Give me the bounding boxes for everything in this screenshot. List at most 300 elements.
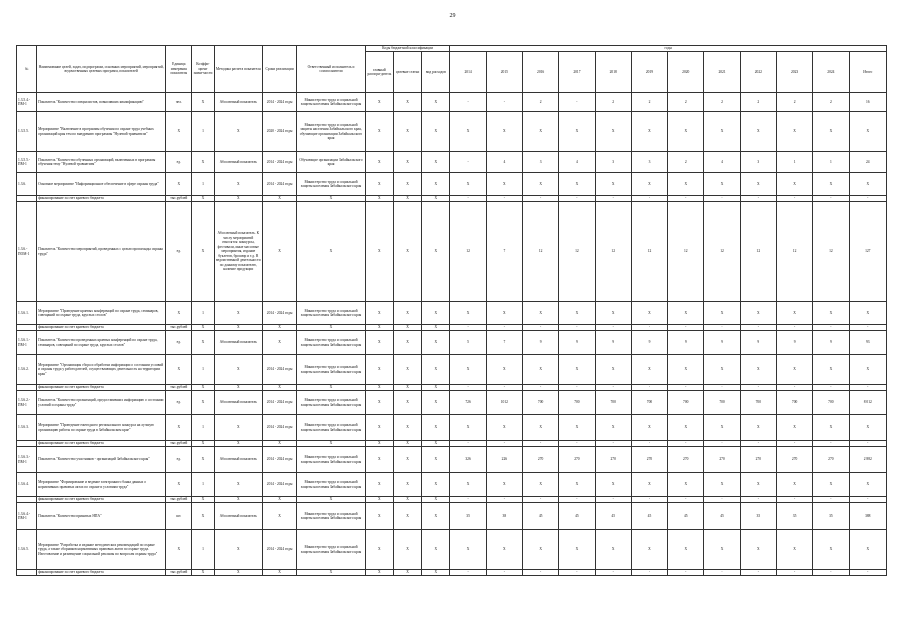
header-year: 2018 [595,52,631,93]
indicator-table [16,45,887,576]
cell-year-value: - [740,441,776,447]
cell-budget-main: Х [365,385,393,391]
cell-name: Показатель "Количество обученных организаций, включенных в программы обучения тему "Нулевой травматизм" [37,152,166,173]
cell-budget-type: Х [422,441,450,447]
cell-year-value: 93 [849,331,886,355]
cell-year-value: 12 [595,202,631,302]
cell-budget-article: Х [393,473,421,497]
cell-year-value: - [450,570,486,576]
cell-year-value: - [849,497,886,503]
header-year: 2015 [486,52,522,93]
cell-name: финансирование за счет краевого бюджета [37,196,166,202]
cell-name: Показатель "Количество организаций, предоставивших информацию о состоянии условий и охраны труда" [37,391,166,415]
cell-budget-article: Х [393,570,421,576]
cell-year-value: - [704,325,740,331]
cell-resp: Министерство труда и социальной защиты населения Забайкальского края [297,302,366,325]
cell-year-value: Х [740,302,776,325]
cell-year-value: Х [740,112,776,152]
cell-year-value: Х [631,415,667,441]
cell-year-value: Х [559,415,595,441]
cell-year-value: - [668,497,704,503]
header-year: 2021 [704,52,740,93]
cell-unit: тыс.рублей [166,497,192,503]
table-row [17,391,887,415]
cell-term: Х [262,325,296,331]
cell-year-value: - [849,196,886,202]
cell-term: 2014 - 2024 годы [262,173,296,196]
cell-year-value: Х [776,302,812,325]
cell-year-value: 270 [631,447,667,473]
cell-year-value: - [486,385,522,391]
cell-method: Х [214,302,262,325]
cell-budget-type: Х [422,473,450,497]
cell-year-value: - [849,385,886,391]
cell-resp: Министерство труда и социальной защиты населения Забайкальского края [297,415,366,441]
cell-year-value: - [740,196,776,202]
cell-name: Показатель "Количество участников - организаций Забайкальского края" [37,447,166,473]
cell-year-value: 700 [522,391,558,415]
cell-method: Х [214,112,262,152]
cell-year-value: 270 [559,447,595,473]
cell-year-value: - [559,385,595,391]
cell-budget-type: Х [422,302,450,325]
cell-method: Х [214,355,262,385]
cell-year-value: 9 [631,331,667,355]
cell-year-value: - [849,325,886,331]
cell-year-value: Х [631,473,667,497]
table-header [17,46,887,93]
cell-unit: ед. [166,202,192,302]
cell-year-value: - [776,497,812,503]
cell-resp: Х [297,196,366,202]
cell-year-value: - [450,152,486,173]
cell-year-value: - [522,325,558,331]
cell-year-value: - [776,385,812,391]
cell-year-value: - [450,196,486,202]
header-budget-col: целевые статьи [393,52,421,93]
cell-budget-main: Х [365,447,393,473]
cell-method: Абсолютный показатель [214,391,262,415]
cell-budget-article: Х [393,385,421,391]
cell-year-value: Х [813,355,849,385]
cell-year-value: Х [704,355,740,385]
cell-budget-article: Х [393,173,421,196]
cell-year-value: Х [595,415,631,441]
cell-year-value: Х [559,173,595,196]
cell-year-value: 38 [486,503,522,530]
cell-year-value: 3 [631,152,667,173]
cell-year-value: Х [813,112,849,152]
cell-unit: ед. [166,391,192,415]
cell-year-value: Х [631,173,667,196]
cell-year-value: 700 [813,391,849,415]
cell-name: финансирование за счет краевого бюджета [37,570,166,576]
cell-budget-main: Х [365,331,393,355]
cell-coef: 1 [192,173,214,196]
cell-year-value: 16 [849,93,886,112]
cell-year-value: - [595,441,631,447]
cell-year-value: Х [668,355,704,385]
cell-term: 2014 - 2024 годы [262,93,296,112]
cell-term: Х [262,503,296,530]
cell-year-value: 700 [704,391,740,415]
cell-year-value: 270 [776,447,812,473]
cell-name: Показатель "Количество мероприятий, проведенных с целью пропаганды охраны труда" [37,202,166,302]
cell-method: Х [214,570,262,576]
cell-year-value: - [559,325,595,331]
cell-year-value: Х [595,302,631,325]
cell-year-value: 4 [704,152,740,173]
cell-year-value: Х [813,473,849,497]
cell-unit: Х [166,415,192,441]
cell-term: Х [262,497,296,503]
cell-method: Х [214,473,262,497]
cell-coef: Х [192,325,214,331]
cell-year-value: - [486,325,522,331]
cell-term: Х [262,331,296,355]
cell-year-value: Х [486,173,522,196]
cell-year-value: Х [450,530,486,570]
cell-resp: Министерство труда и социальной защиты населения Забайкальского края [297,355,366,385]
cell-year-value: - [704,385,740,391]
cell-year-value: 270 [522,447,558,473]
cell-year-value: - [559,93,595,112]
cell-resp: Министерство труда и социальной защиты населения Забайкальского края [297,331,366,355]
cell-budget-article: Х [393,152,421,173]
cell-term: 2014 - 2024 годы [262,447,296,473]
cell-year-value: Х [668,473,704,497]
cell-num: 1.3.5.4.-ПМ-1 [17,93,37,112]
cell-year-value: Х [849,302,886,325]
cell-num: 1.3.6.2. [17,355,37,385]
cell-budget-main: Х [365,391,393,415]
cell-method: Абсолютный показатель [214,503,262,530]
cell-year-value: 12 [776,202,812,302]
cell-year-value: Х [559,355,595,385]
cell-year-value: 1 [776,152,812,173]
cell-num: 1.3.6.2.-ПМ-1 [17,391,37,415]
cell-budget-article: Х [393,196,421,202]
cell-year-value: 12 [740,202,776,302]
cell-year-value: - [740,325,776,331]
cell-year-value: 4 [559,152,595,173]
cell-coef: Х [192,503,214,530]
cell-year-value: - [595,196,631,202]
cell-year-value: - [668,196,704,202]
cell-year-value: Х [450,173,486,196]
header-year: 2020 [668,52,704,93]
cell-year-value: 9 [559,331,595,355]
cell-year-value: - [776,570,812,576]
cell-method: Х [214,441,262,447]
cell-unit: Х [166,355,192,385]
cell-name: финансирование за счет краевого бюджета [37,441,166,447]
cell-year-value: 3 [740,152,776,173]
cell-year-value: 2 [813,93,849,112]
cell-year-value: - [522,441,558,447]
cell-year-value: 3 [595,152,631,173]
cell-resp: Министерство труда и социальной защиты населения Забайкальского края [297,93,366,112]
cell-coef: Х [192,441,214,447]
cell-term: Х [262,202,296,302]
cell-year-value: 388 [849,503,886,530]
header-year: 2014 [450,52,486,93]
cell-year-value: - [450,93,486,112]
table-row [17,173,887,196]
header-year: 2022 [740,52,776,93]
cell-term: 2014 - 2024 годы [262,152,296,173]
cell-name: Мероприятие "Проведение краевых конференций по охране труда, семинаров, совещаний по охране труда, круглых столов" [37,302,166,325]
cell-coef: Х [192,331,214,355]
cell-year-value: Х [849,473,886,497]
cell-year-value: Х [776,530,812,570]
cell-resp: Министерство труда и социальной защиты населения Забайкальского края [297,391,366,415]
cell-resp: Х [297,385,366,391]
cell-budget-type: Х [422,152,450,173]
cell-year-value: 8 012 [849,391,886,415]
cell-term: 2014 - 2024 годы [262,530,296,570]
cell-num: 1.3.6.1. [17,302,37,325]
cell-year-value: - [668,325,704,331]
cell-year-value: Х [450,355,486,385]
cell-year-value: Х [559,112,595,152]
cell-budget-main: Х [365,93,393,112]
cell-year-value: Х [776,173,812,196]
cell-budget-type: Х [422,503,450,530]
cell-year-value: - [522,497,558,503]
table-row [17,302,887,325]
cell-budget-main: Х [365,530,393,570]
table-row [17,152,887,173]
cell-year-value: 12 [559,202,595,302]
cell-budget-article: Х [393,447,421,473]
cell-year-value: Х [849,355,886,385]
cell-year-value: Х [740,530,776,570]
cell-year-value: - [595,385,631,391]
cell-resp: Министерство труда и социальной защиты населения Забайкальского края [297,173,366,196]
header-resp: Ответственный исполнитель и соисполнители [297,46,366,93]
cell-num: 1.3.6.4. [17,473,37,497]
cell-year-value: 35 [450,503,486,530]
cell-year-value: 1012 [486,391,522,415]
cell-year-value: 9 [740,331,776,355]
cell-year-value: Х [704,530,740,570]
cell-unit: тыс.рублей [166,441,192,447]
cell-year-value: Х [486,302,522,325]
cell-method: Абсолютный показатель [214,331,262,355]
cell-year-value: Х [522,473,558,497]
header-budget-col: главный распоря-дитель [365,52,393,93]
cell-budget-type: Х [422,196,450,202]
cell-unit: ед. [166,152,192,173]
cell-budget-type: Х [422,173,450,196]
cell-coef: Х [192,93,214,112]
cell-year-value: - [559,196,595,202]
cell-year-value: Х [486,415,522,441]
cell-year-value: 35 [776,503,812,530]
cell-method: Х [214,325,262,331]
cell-unit: ед. [166,331,192,355]
cell-num: 1.3.6.3. [17,415,37,441]
cell-year-value: Х [813,530,849,570]
cell-year-value: 7 [486,331,522,355]
cell-year-value: - [813,196,849,202]
cell-term: 2014 - 2024 годы [262,355,296,385]
cell-year-value: Х [704,112,740,152]
table-row [17,112,887,152]
cell-year-value: 9 [813,331,849,355]
cell-year-value: - [450,385,486,391]
cell-year-value: 24 [849,152,886,173]
cell-year-value: Х [740,355,776,385]
header-year: 2019 [631,52,667,93]
cell-year-value: 12 [450,202,486,302]
table-row [17,355,887,385]
cell-year-value: Х [522,355,558,385]
cell-unit: Х [166,112,192,152]
cell-year-value: 700 [776,391,812,415]
cell-year-value: - [813,325,849,331]
cell-year-value: Х [668,415,704,441]
cell-year-value: Х [776,415,812,441]
cell-year-value: 9 [776,331,812,355]
cell-budget-article: Х [393,441,421,447]
cell-unit: ед. [166,447,192,473]
cell-budget-main: Х [365,355,393,385]
cell-resp: Х [297,325,366,331]
cell-budget-type: Х [422,112,450,152]
cell-budget-main: Х [365,415,393,441]
cell-method: Х [214,415,262,441]
cell-budget-type: Х [422,570,450,576]
header-year: 2023 [776,52,812,93]
cell-year-value: - [631,196,667,202]
cell-budget-article: Х [393,503,421,530]
cell-num: 1.3.6.3.-ПМ-1 [17,447,37,473]
cell-year-value: - [631,325,667,331]
header-year: 2017 [559,52,595,93]
cell-budget-type: Х [422,447,450,473]
cell-year-value: Х [522,415,558,441]
cell-coef: Х [192,202,214,302]
cell-budget-main: Х [365,497,393,503]
cell-year-value: 45 [522,503,558,530]
cell-term: Х [262,570,296,576]
cell-coef: 1 [192,302,214,325]
header-years-group: годы [450,46,887,52]
cell-year-value: Х [595,473,631,497]
cell-year-value: - [450,497,486,503]
cell-year-value: 270 [595,447,631,473]
cell-unit: тыс.рублей [166,570,192,576]
cell-method: Абсолютный показатель [214,152,262,173]
cell-year-value: 45 [631,503,667,530]
cell-year-value: 127 [849,202,886,302]
cell-term: 2014 - 2024 годы [262,391,296,415]
cell-year-value: Х [813,173,849,196]
cell-year-value: Х [450,302,486,325]
cell-year-value: Х [522,173,558,196]
cell-budget-article: Х [393,415,421,441]
cell-budget-article: Х [393,325,421,331]
header-budget-group: Коды бюджетной классификации [365,46,450,52]
cell-year-value: - [776,196,812,202]
cell-year-value: 3 [522,152,558,173]
cell-coef: 1 [192,530,214,570]
cell-year-value: 270 [740,447,776,473]
cell-year-value: Х [704,415,740,441]
cell-year-value: 700 [740,391,776,415]
cell-year-value: 2 [631,93,667,112]
cell-year-value: - [813,570,849,576]
header-unit: Единица измерения показателя [166,46,192,93]
cell-year-value: Х [486,112,522,152]
cell-unit: шт. [166,503,192,530]
cell-year-value: Х [704,473,740,497]
cell-resp: Х [297,441,366,447]
cell-year-value: 35 [740,503,776,530]
cell-resp: Министерство труда и социальной защиты населения Забайкальского края [297,473,366,497]
cell-budget-main: Х [365,570,393,576]
cell-year-value: - [813,441,849,447]
table-row [17,503,887,530]
header-num: № [17,46,37,93]
cell-year-value: 2 882 [849,447,886,473]
cell-resp: Министерство труда и социальной защиты населения Забайкальского края [297,447,366,473]
cell-name: Мероприятие "Формирование и ведение электронного банка данных о нормативных правовых актах по охране и условиям труда" [37,473,166,497]
cell-budget-type: Х [422,93,450,112]
cell-budget-type: Х [422,497,450,503]
table-row [17,570,887,576]
cell-term: 2014 - 2024 годы [262,415,296,441]
cell-num: 1.3.6.5. [17,530,37,570]
cell-year-value: - [849,441,886,447]
cell-year-value: Х [559,473,595,497]
cell-name: финансирование за счет краевого бюджета [37,385,166,391]
cell-budget-main: Х [365,325,393,331]
cell-year-value: Х [776,473,812,497]
cell-year-value: Х [631,530,667,570]
cell-budget-main: Х [365,173,393,196]
cell-year-value: 270 [704,447,740,473]
cell-year-value: Х [559,302,595,325]
header-year: 2016 [522,52,558,93]
cell-year-value: Х [595,112,631,152]
cell-name: Показатель "Количество специалистов, повысивших квалификацию" [37,93,166,112]
cell-year-value: - [522,385,558,391]
cell-year-value: 270 [668,447,704,473]
cell-year-value: 5 [450,331,486,355]
cell-year-value: 45 [704,503,740,530]
cell-year-value: - [450,441,486,447]
cell-year-value: 2 [595,93,631,112]
header-budget-col: вид расходов [422,52,450,93]
table-row [17,202,887,302]
table-body [17,93,887,576]
cell-year-value: Х [740,473,776,497]
cell-year-value: Х [740,173,776,196]
cell-year-value: Х [668,173,704,196]
cell-year-value: - [704,196,740,202]
cell-year-value: 700 [559,391,595,415]
cell-year-value: Х [522,112,558,152]
cell-year-value: - [668,385,704,391]
cell-year-value: Х [522,530,558,570]
cell-budget-article: Х [393,202,421,302]
header-coef: Коэффи-циент значи-мости [192,46,214,93]
table-row [17,415,887,441]
cell-year-value: 9 [668,331,704,355]
